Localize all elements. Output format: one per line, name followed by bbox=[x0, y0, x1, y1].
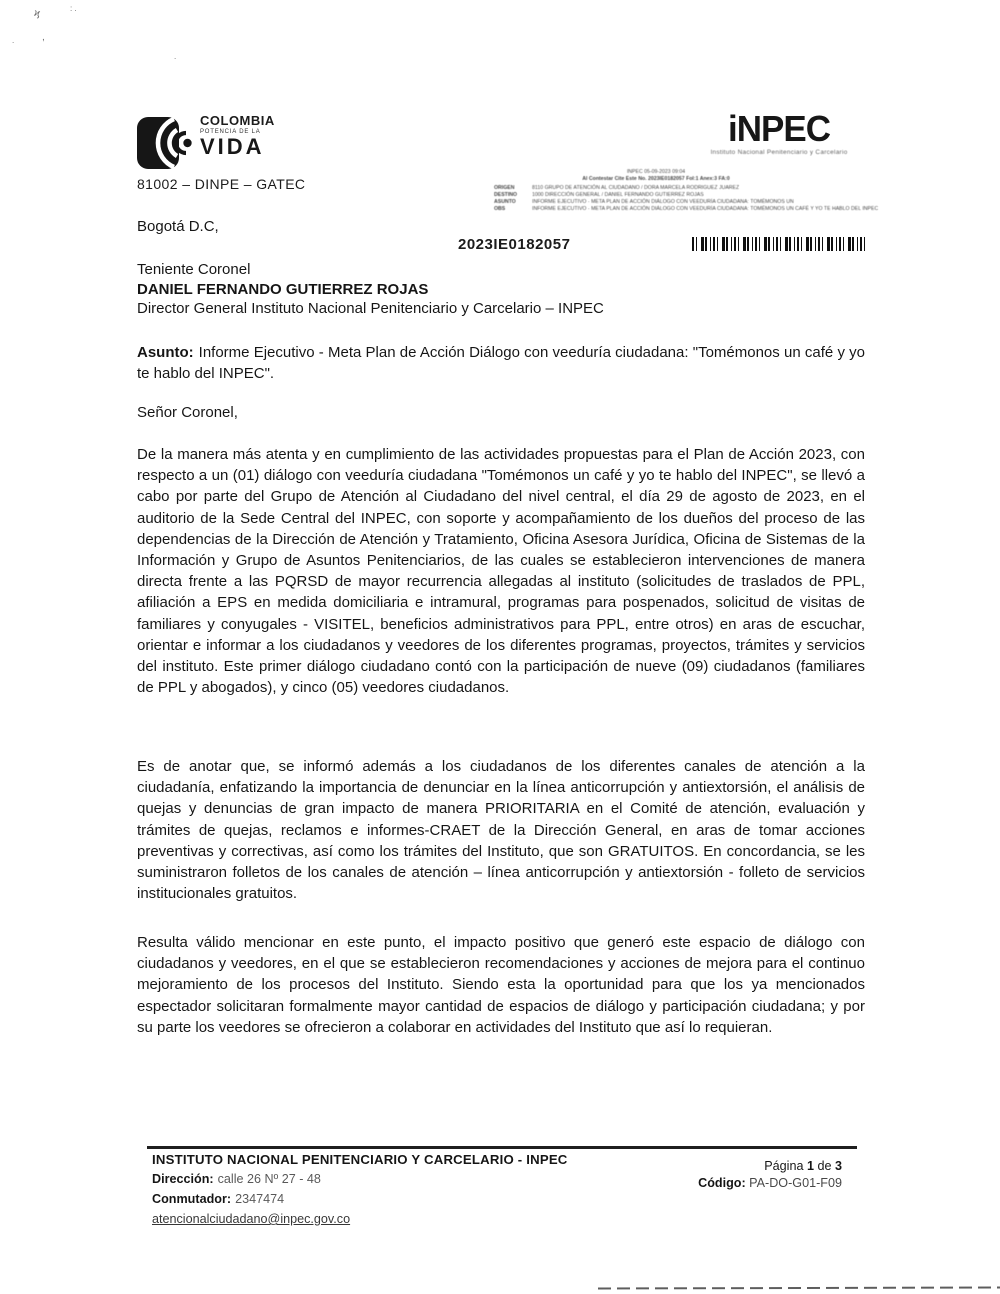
form-code-value: PA-DO-G01-F09 bbox=[749, 1176, 842, 1190]
page-number: 1 bbox=[806, 1159, 814, 1173]
footer-email-row bbox=[152, 1212, 350, 1226]
footer-address-value: calle 26 Nº 27 - 48 bbox=[217, 1172, 321, 1186]
recipient-name: DANIEL FERNANDO GUTIERREZ ROJAS bbox=[137, 280, 429, 298]
footer-phone-row bbox=[152, 1192, 284, 1206]
stamp-row-label: DESTINO bbox=[494, 192, 518, 199]
scan-speck: , bbox=[42, 32, 45, 43]
registry-stamp bbox=[430, 169, 882, 213]
stamp-row-value: INFORME EJECUTIVO - META PLAN DE ACCIÓN DIÁLOGO CON VEEDURÍA CIUDADANA: TOMÉMONOS UN bbox=[532, 199, 794, 206]
stamp-row-label: OBS bbox=[494, 206, 506, 213]
radicado-number: 2023IE0182057 bbox=[458, 236, 571, 253]
gov-logo-slogan: POTENCIA DE LA bbox=[200, 129, 261, 135]
subject-line bbox=[137, 342, 865, 384]
gov-logo-country: COLOMBIA bbox=[200, 113, 275, 128]
stamp-cite-line: Al Contestar Cite Este No. 2023IE0182057 Fol:1 Anex:3 FA:0 bbox=[582, 176, 730, 183]
footer-address-label: Dirección: bbox=[152, 1172, 214, 1186]
gov-emblem-icon bbox=[137, 112, 201, 174]
recipient-rank: Teniente Coronel bbox=[137, 261, 251, 278]
scan-speck: . bbox=[12, 36, 15, 45]
gov-colombia-logo bbox=[137, 112, 437, 176]
footer-divider bbox=[147, 1146, 857, 1149]
page-indicator bbox=[698, 1158, 842, 1175]
stamp-row-value: 8110 GRUPO DE ATENCIÓN AL CIUDADANO / DORA MARCELA RODRIGUEZ JUAREZ bbox=[532, 185, 740, 192]
bottom-scan-line bbox=[598, 1286, 1000, 1289]
page-prefix: Página bbox=[764, 1159, 804, 1173]
barcode bbox=[692, 237, 868, 251]
scan-speck: ϗ bbox=[32, 7, 42, 20]
stamp-timestamp: INPEC 05-09-2023 09:04 bbox=[626, 169, 686, 175]
body-paragraph-1: De la manera más atenta y en cumplimiento de las actividades propuestas para el Plan de Acción 2023, con respecto a un (01) diálogo con veeduría ciudadana "Tomémonos un café y yo te hablo del INPEC", se llevó a cabo por parte del Grupo de Atención al Ciudadano del nivel central, el día 29 de agosto de 2023, en el auditorio de la Sede Central del INPEC, con soporte y acompañamiento de los dueños del proceso de las dependencias de la Dirección de Atención y Tratamiento, Oficina Asesora Jurídica, Oficina de Sistemas de la Información y Grupo de Asuntos Penitenciarios, de las cuales se establecieron intervenciones de manera directa frente a las PQRSD de mayor recurrencia allegadas al instituto (solicitudes de traslados de PPL, afiliación a EPS en medida domiciliaria e intramural, programas para pospenados, solicitud de visitas de familiares y conyugales - VISITEL, beneficios administrativos para PPL, entre otros) en aras de escuchar, orientar e informar a los ciudadanos y veedores de los diferentes programas, proyectos, trámites y servicios del instituto. Este primer diálogo ciudadano contó con la participación de nueve (09) ciudadanos (familiares de PPL y abogados), y cinco (05) veedores ciudadanos. bbox=[137, 446, 865, 697]
footer-phone-label: Conmutador: bbox=[152, 1192, 232, 1206]
footer-org-name: INSTITUTO NACIONAL PENITENCIARIO Y CARCELARIO - INPEC bbox=[152, 1152, 568, 1167]
subject-label: Asunto: bbox=[137, 344, 194, 361]
subject-text: Informe Ejecutivo - Meta Plan de Acción Diálogo con veeduría ciudadana: "Tomémonos un café y yo te hablo del INPEC". bbox=[137, 344, 865, 383]
body-paragraph-2: Es de anotar que, se informó además a los ciudadanos de los diferentes canales de atención a la ciudadanía, enfatizando la importancia de denunciar en la línea anticorrupción y antiextorsión, el análisis de quejas y denuncias de gran impacto de manera PRIORITARIA en el Comité de atención, evaluación y trámites de quejas, reclamos e informes-CRAET de la Dirección General, en aras de tomar acciones preventivas y correctivas, así como los trámites del Instituto, que son GRATUITOS. En concordancia, se les suministraron folletos de los canales de atención – línea anticorrupción y antiextorsión - folleto de servicios institucionales gratuitos. bbox=[137, 758, 865, 903]
stamp-row-value: INFORME EJECUTIVO - META PLAN DE ACCIÓN DIÁLOGO CON VEEDURÍA CIUDADANA: TOMÉMONOS UN CAFÉ Y YO TE HABLO DEL INPEC bbox=[532, 206, 879, 213]
greeting: Señor Coronel, bbox=[137, 404, 238, 421]
inpec-logo bbox=[694, 109, 864, 156]
inpec-tagline: Instituto Nacional Penitenciario y Carcelario bbox=[710, 149, 848, 156]
body-paragraph-3: Resulta válido mencionar en este punto, el impacto positivo que generó este espacio de diálogo con ciudadanos y veedores, en el que se establecieron recomendaciones y acciones de mejora para el continuo mejoramiento de los procesos del Instituto. Siendo esta la oportunidad para que los ya mencionados espectador solicitaran formalmente mayor cantidad de espacios de diálogo y participación ciudadana; y por su parte los veedores se ofrecieron a colaborar en actividades del Instituto que así lo requieran. bbox=[137, 934, 865, 1036]
footer-address-row bbox=[152, 1172, 321, 1186]
footer-email-link[interactable]: atencionalciudadano@inpec.gov.co bbox=[152, 1212, 351, 1226]
recipient-block bbox=[137, 260, 604, 319]
inpec-wordmark: iNPEC bbox=[728, 109, 830, 150]
recipient-title: Director General Instituto Nacional Penitenciario y Carcelario – INPEC bbox=[137, 300, 604, 317]
office-code: 81002 – DINPE – GATEC bbox=[137, 176, 306, 192]
footer-page-code-block bbox=[698, 1158, 842, 1192]
gov-logo-vida: VIDA bbox=[200, 134, 265, 159]
form-code bbox=[698, 1175, 842, 1192]
scan-speck: : . bbox=[70, 4, 77, 13]
scan-speck: . bbox=[174, 52, 177, 61]
stamp-row-label: ORIGEN bbox=[494, 185, 515, 192]
stamp-row-value: 1000 DIRECCIÓN GENERAL / DANIEL FERNANDO GUTIERREZ ROJAS bbox=[532, 192, 704, 199]
page-total: 3 bbox=[834, 1159, 842, 1173]
footer-phone-value: 2347474 bbox=[235, 1192, 285, 1206]
page-of: de bbox=[817, 1159, 832, 1173]
form-code-label: Código: bbox=[698, 1176, 746, 1190]
city-date-line: Bogotá D.C, bbox=[137, 218, 219, 235]
stamp-row-label: ASUNTO bbox=[494, 199, 516, 206]
